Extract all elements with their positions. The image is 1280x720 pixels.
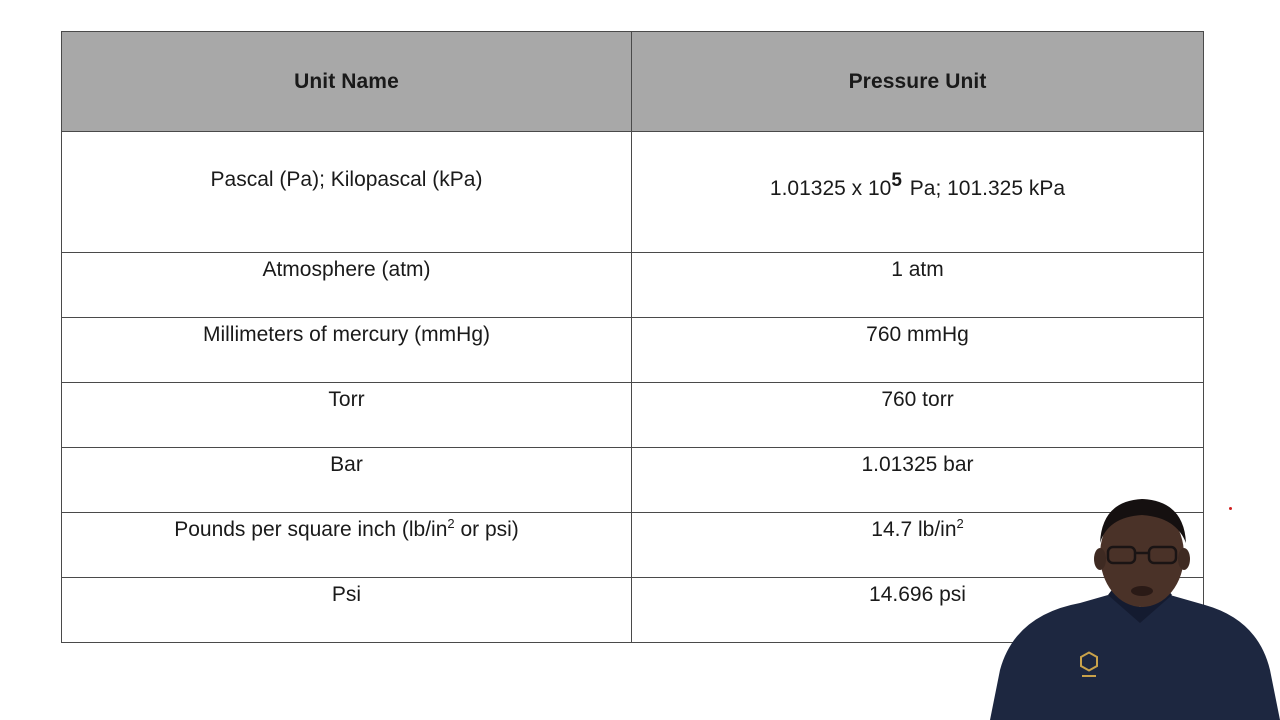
unit-name-cell: Bar [62, 448, 632, 513]
value-prefix: 14.7 lb/in [871, 518, 957, 541]
table-header-row [62, 32, 1204, 132]
table-row [62, 253, 1204, 318]
presenter-ear-right [1178, 548, 1190, 570]
table-row [62, 383, 1204, 448]
unit-name-cell [62, 513, 632, 578]
pressure-value-cell: 760 mmHg [632, 318, 1204, 383]
table-row [62, 132, 1204, 253]
pressure-value-cell: 14.696 psi [632, 578, 1204, 643]
value-prefix: 1.01325 x 10 [769, 177, 892, 200]
pressure-value-cell: 1 atm [632, 253, 1204, 318]
value-suffix: Pa; 101.325 kPa [903, 177, 1066, 200]
presenter-ear-left [1094, 548, 1106, 570]
pressure-value-cell: 760 torr [632, 383, 1204, 448]
unit-name-cell [62, 132, 632, 253]
unit-name-cell: Millimeters of mercury (mmHg) [62, 318, 632, 383]
name-prefix: Pounds per square inch (lb/in [174, 518, 448, 541]
unit-name-cell: Torr [62, 383, 632, 448]
pressure-value-cell [632, 132, 1204, 253]
presenter-figure [990, 495, 1280, 720]
unit-name-cell: Atmosphere (atm) [62, 253, 632, 318]
header-unit-name: Unit Name [62, 32, 632, 132]
unit-name-cell: Psi [62, 578, 632, 643]
header-pressure-unit: Pressure Unit [632, 32, 1204, 132]
unit-name-text: Pascal (Pa); Kilopascal (kPa) [210, 168, 483, 191]
value-exponent: 2 [956, 516, 964, 531]
name-exponent: 2 [447, 516, 455, 531]
presenter-mouth [1131, 586, 1153, 596]
presenter-video [990, 495, 1280, 720]
pressure-value-cell: 1.01325 bar [632, 448, 1204, 513]
table-row [62, 318, 1204, 383]
name-suffix: or psi) [454, 518, 519, 541]
value-exponent: 5 [891, 170, 902, 191]
